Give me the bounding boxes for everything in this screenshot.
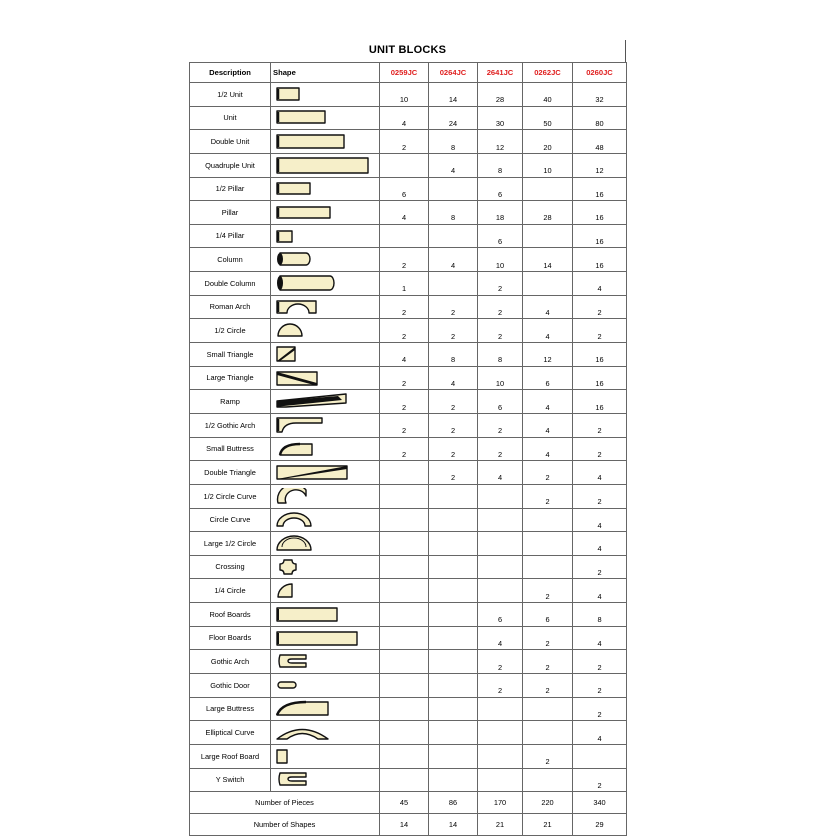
block-shape-cell [271,224,380,248]
block-shape-cell [271,579,380,603]
set-code-header: 0259JC [380,63,429,83]
quantity-cell: 12 [523,343,573,367]
quantity-cell: 4 [523,319,573,343]
quantity-cell: 8 [429,343,478,367]
block-description: Circle Curve [190,508,271,532]
quantity-cell: 2 [380,437,429,461]
quantity-cell [478,768,523,792]
table-row [190,177,627,201]
quantity-cell: 2 [380,319,429,343]
quantity-cell: 4 [573,579,627,603]
quantity-cell: 8 [573,603,627,627]
table-row [190,579,627,603]
block-description: Double Column [190,272,271,296]
quantity-cell [380,579,429,603]
double-column-block-icon [276,275,376,292]
table-row [190,248,627,272]
block-description: Double Triangle [190,461,271,485]
unit-block-icon [276,109,376,126]
table-row [190,106,627,130]
quantity-cell [429,721,478,745]
header-row [190,63,627,83]
quarter-circle-block-icon [276,582,376,599]
block-description: Large 1/2 Circle [190,532,271,556]
set-code-header: 0264JC [429,63,478,83]
block-shape-cell [271,177,380,201]
quantity-cell: 2 [523,674,573,698]
table-row [190,508,627,532]
table-row [190,768,627,792]
block-shape-cell [271,626,380,650]
quantity-cell [380,768,429,792]
block-shape-cell [271,201,380,225]
quantity-cell: 2 [478,650,523,674]
block-description: Small Triangle [190,343,271,367]
quantity-cell [380,153,429,177]
quantity-cell: 2 [380,366,429,390]
table-row [190,130,627,154]
block-description: 1/4 Pillar [190,224,271,248]
block-shape-cell [271,744,380,768]
block-description: Pillar [190,201,271,225]
table-row [190,555,627,579]
ramp-block-icon [276,393,376,410]
quantity-cell: 2 [429,319,478,343]
small-triangle-block-icon [276,346,376,363]
quantity-cell: 4 [573,532,627,556]
quantity-cell: 2 [573,319,627,343]
summary-value: 45 [380,792,429,814]
block-shape-cell [271,272,380,296]
quantity-cell: 8 [429,130,478,154]
elliptical-curve-block-icon [276,724,376,741]
block-shape-cell [271,106,380,130]
quantity-cell: 48 [573,130,627,154]
quantity-cell [523,532,573,556]
quantity-cell: 6 [380,177,429,201]
block-description: 1/2 Pillar [190,177,271,201]
quantity-cell: 14 [429,83,478,107]
summary-value: 21 [478,814,523,836]
quantity-cell [429,508,478,532]
quantity-cell [478,555,523,579]
quantity-cell: 2 [573,437,627,461]
block-shape-cell [271,343,380,367]
quantity-cell: 4 [380,106,429,130]
block-description: Floor Boards [190,626,271,650]
quantity-cell [380,603,429,627]
y-switch-block-icon [276,771,376,788]
set-code-header: 0260JC [573,63,627,83]
quantity-cell [523,555,573,579]
block-shape-cell [271,721,380,745]
quantity-cell: 2 [523,484,573,508]
table-row [190,390,627,414]
quantity-cell: 4 [523,390,573,414]
quantity-cell: 2 [380,390,429,414]
summary-value: 21 [523,814,573,836]
quantity-cell: 10 [478,248,523,272]
large-triangle-block-icon [276,370,376,387]
quantity-cell: 2 [573,555,627,579]
block-shape-cell [271,603,380,627]
quantity-cell: 2 [380,295,429,319]
quantity-cell: 4 [478,626,523,650]
quantity-cell: 2 [429,295,478,319]
block-description: 1/2 Circle Curve [190,484,271,508]
quantity-cell: 12 [573,153,627,177]
quantity-cell [573,744,627,768]
quantity-cell: 18 [478,201,523,225]
summary-row [190,792,627,814]
summary-value: 86 [429,792,478,814]
quantity-cell [380,721,429,745]
quantity-cell: 6 [478,224,523,248]
table-row [190,744,627,768]
quantity-cell: 2 [573,650,627,674]
quantity-cell: 2 [573,484,627,508]
quantity-cell [380,697,429,721]
block-description: Elliptical Curve [190,721,271,745]
block-shape-cell [271,532,380,556]
block-shape-cell [271,319,380,343]
table-row [190,295,627,319]
crossing-block-icon [276,559,376,576]
quantity-cell: 16 [573,177,627,201]
quantity-cell: 16 [573,343,627,367]
set-code-header: 0262JC [523,63,573,83]
quantity-cell: 2 [573,697,627,721]
quantity-cell: 2 [429,461,478,485]
table-row [190,413,627,437]
quantity-cell [478,697,523,721]
quantity-cell [429,484,478,508]
quantity-cell [478,532,523,556]
summary-value: 14 [429,814,478,836]
gothic-door-block-icon [276,677,376,694]
table-row [190,319,627,343]
quantity-cell: 28 [478,83,523,107]
table-row [190,461,627,485]
quadruple-unit-block-icon [276,157,376,174]
quantity-cell: 4 [429,153,478,177]
large-roof-board-block-icon [276,748,376,765]
summary-label: Number of Pieces [190,792,380,814]
table-row [190,201,627,225]
unit-blocks-table [189,62,627,836]
quantity-cell [380,224,429,248]
quantity-cell: 2 [478,272,523,296]
quantity-cell [523,272,573,296]
quantity-cell: 2 [523,626,573,650]
quantity-cell: 4 [573,272,627,296]
quantity-cell [523,224,573,248]
quantity-cell: 2 [380,248,429,272]
quantity-cell: 20 [523,130,573,154]
quantity-cell: 8 [478,153,523,177]
quantity-cell: 6 [478,390,523,414]
quantity-cell [380,484,429,508]
set-code-header: 2641JC [478,63,523,83]
block-shape-cell [271,390,380,414]
block-description: 1/2 Unit [190,83,271,107]
half-pillar-block-icon [276,180,376,197]
half-gothic-arch-block-icon [276,417,376,434]
quarter-pillar-block-icon [276,228,376,245]
block-shape-cell [271,295,380,319]
quantity-cell [478,744,523,768]
quantity-cell: 4 [429,366,478,390]
quantity-cell: 4 [380,201,429,225]
column-block-icon [276,251,376,268]
quantity-cell [523,768,573,792]
table-row [190,224,627,248]
block-description: Large Triangle [190,366,271,390]
quantity-cell [478,484,523,508]
block-description: 1/2 Circle [190,319,271,343]
summary-label: Number of Shapes [190,814,380,836]
summary-value: 14 [380,814,429,836]
quantity-cell [429,650,478,674]
quantity-cell: 2 [573,674,627,698]
quantity-cell: 2 [523,744,573,768]
block-shape-cell [271,437,380,461]
quantity-cell [523,177,573,201]
quantity-cell [380,532,429,556]
half-circle-curve-block-icon [276,488,376,505]
table-row [190,437,627,461]
table-row [190,603,627,627]
block-shape-cell [271,366,380,390]
summary-value: 29 [573,814,627,836]
quantity-cell: 2 [573,768,627,792]
block-description: Ramp [190,390,271,414]
block-description: Large Roof Board [190,744,271,768]
quantity-cell [429,177,478,201]
roman-arch-block-icon [276,299,376,316]
quantity-cell [429,768,478,792]
summary-value: 220 [523,792,573,814]
quantity-cell: 4 [380,343,429,367]
quantity-cell [380,555,429,579]
quantity-cell: 2 [478,437,523,461]
block-shape-cell [271,650,380,674]
double-unit-block-icon [276,133,376,150]
quantity-cell [380,461,429,485]
quantity-cell: 6 [523,603,573,627]
quantity-cell: 16 [573,224,627,248]
block-description: Roman Arch [190,295,271,319]
quantity-cell [429,224,478,248]
large-half-circle-block-icon [276,535,376,552]
gothic-arch-block-icon [276,653,376,670]
block-description: Large Buttress [190,697,271,721]
quantity-cell: 1 [380,272,429,296]
pillar-block-icon [276,204,376,221]
block-description: Unit [190,106,271,130]
block-description: 1/2 Gothic Arch [190,413,271,437]
block-shape-cell [271,413,380,437]
table-row [190,674,627,698]
shape-header: Shape [271,63,380,83]
quantity-cell [380,650,429,674]
quantity-cell: 2 [523,579,573,603]
quantity-cell [478,721,523,745]
table-row [190,366,627,390]
block-description: 1/4 Circle [190,579,271,603]
half-circle-block-icon [276,322,376,339]
quantity-cell [429,697,478,721]
quantity-cell: 2 [478,413,523,437]
quantity-cell: 2 [380,413,429,437]
block-shape-cell [271,555,380,579]
quantity-cell: 14 [523,248,573,272]
quantity-cell: 16 [573,366,627,390]
table-row [190,697,627,721]
quantity-cell: 4 [523,413,573,437]
quantity-cell [429,626,478,650]
quantity-cell [380,508,429,532]
quantity-cell: 2 [478,319,523,343]
quantity-cell: 2 [429,413,478,437]
quantity-cell [429,272,478,296]
block-description: Quadruple Unit [190,153,271,177]
quantity-cell: 2 [523,650,573,674]
quantity-cell: 4 [573,626,627,650]
block-shape-cell [271,153,380,177]
quantity-cell: 10 [478,366,523,390]
table-row [190,484,627,508]
quantity-cell [523,697,573,721]
block-description: Column [190,248,271,272]
table-row [190,721,627,745]
circle-curve-block-icon [276,511,376,528]
quantity-cell: 4 [573,508,627,532]
quantity-cell [429,532,478,556]
block-shape-cell [271,768,380,792]
block-shape-cell [271,674,380,698]
quantity-cell: 2 [573,413,627,437]
quantity-cell [523,508,573,532]
quantity-cell: 40 [523,83,573,107]
quantity-cell: 8 [478,343,523,367]
quantity-cell: 80 [573,106,627,130]
block-shape-cell [271,508,380,532]
quantity-cell: 16 [573,201,627,225]
block-shape-cell [271,83,380,107]
quantity-cell: 4 [523,437,573,461]
quantity-cell: 2 [478,674,523,698]
half-unit-block-icon [276,86,376,103]
quantity-cell: 2 [429,437,478,461]
block-description: Crossing [190,555,271,579]
quantity-cell: 24 [429,106,478,130]
quantity-cell: 12 [478,130,523,154]
quantity-cell: 4 [429,248,478,272]
block-shape-cell [271,697,380,721]
quantity-cell [429,674,478,698]
quantity-cell: 8 [429,201,478,225]
block-shape-cell [271,461,380,485]
quantity-cell [478,579,523,603]
quantity-cell: 2 [478,295,523,319]
summary-row [190,814,627,836]
block-shape-cell [271,484,380,508]
quantity-cell: 30 [478,106,523,130]
quantity-cell: 10 [380,83,429,107]
quantity-cell [429,603,478,627]
quantity-cell [380,674,429,698]
table-row [190,532,627,556]
description-header: Description [190,63,271,83]
block-description: Small Buttress [190,437,271,461]
quantity-cell: 4 [478,461,523,485]
floor-boards-block-icon [276,630,376,647]
table-row [190,650,627,674]
small-buttress-block-icon [276,440,376,457]
block-description: Gothic Door [190,674,271,698]
quantity-cell [380,744,429,768]
quantity-cell: 10 [523,153,573,177]
quantity-cell: 6 [478,177,523,201]
table-row [190,272,627,296]
quantity-cell [523,721,573,745]
quantity-cell: 28 [523,201,573,225]
quantity-cell: 16 [573,390,627,414]
quantity-cell [429,744,478,768]
quantity-cell: 2 [523,461,573,485]
block-shape-cell [271,248,380,272]
quantity-cell: 50 [523,106,573,130]
quantity-cell: 4 [573,721,627,745]
quantity-cell: 2 [380,130,429,154]
table-row [190,153,627,177]
table-row [190,83,627,107]
double-triangle-block-icon [276,464,376,481]
quantity-cell: 32 [573,83,627,107]
quantity-cell: 16 [573,248,627,272]
summary-value: 340 [573,792,627,814]
table-row [190,343,627,367]
table-row [190,626,627,650]
block-shape-cell [271,130,380,154]
roof-boards-block-icon [276,606,376,623]
page-title: UNIT BLOCKS [368,44,447,56]
quantity-cell: 4 [573,461,627,485]
block-description: Y Switch [190,768,271,792]
block-description: Gothic Arch [190,650,271,674]
quantity-cell [429,555,478,579]
quantity-cell: 6 [478,603,523,627]
quantity-cell: 2 [573,295,627,319]
summary-value: 170 [478,792,523,814]
quantity-cell [478,508,523,532]
quantity-cell: 2 [429,390,478,414]
quantity-cell [380,626,429,650]
large-buttress-block-icon [276,700,376,717]
quantity-cell: 4 [523,295,573,319]
quantity-cell: 6 [523,366,573,390]
quantity-cell [429,579,478,603]
block-description: Roof Boards [190,603,271,627]
block-description: Double Unit [190,130,271,154]
